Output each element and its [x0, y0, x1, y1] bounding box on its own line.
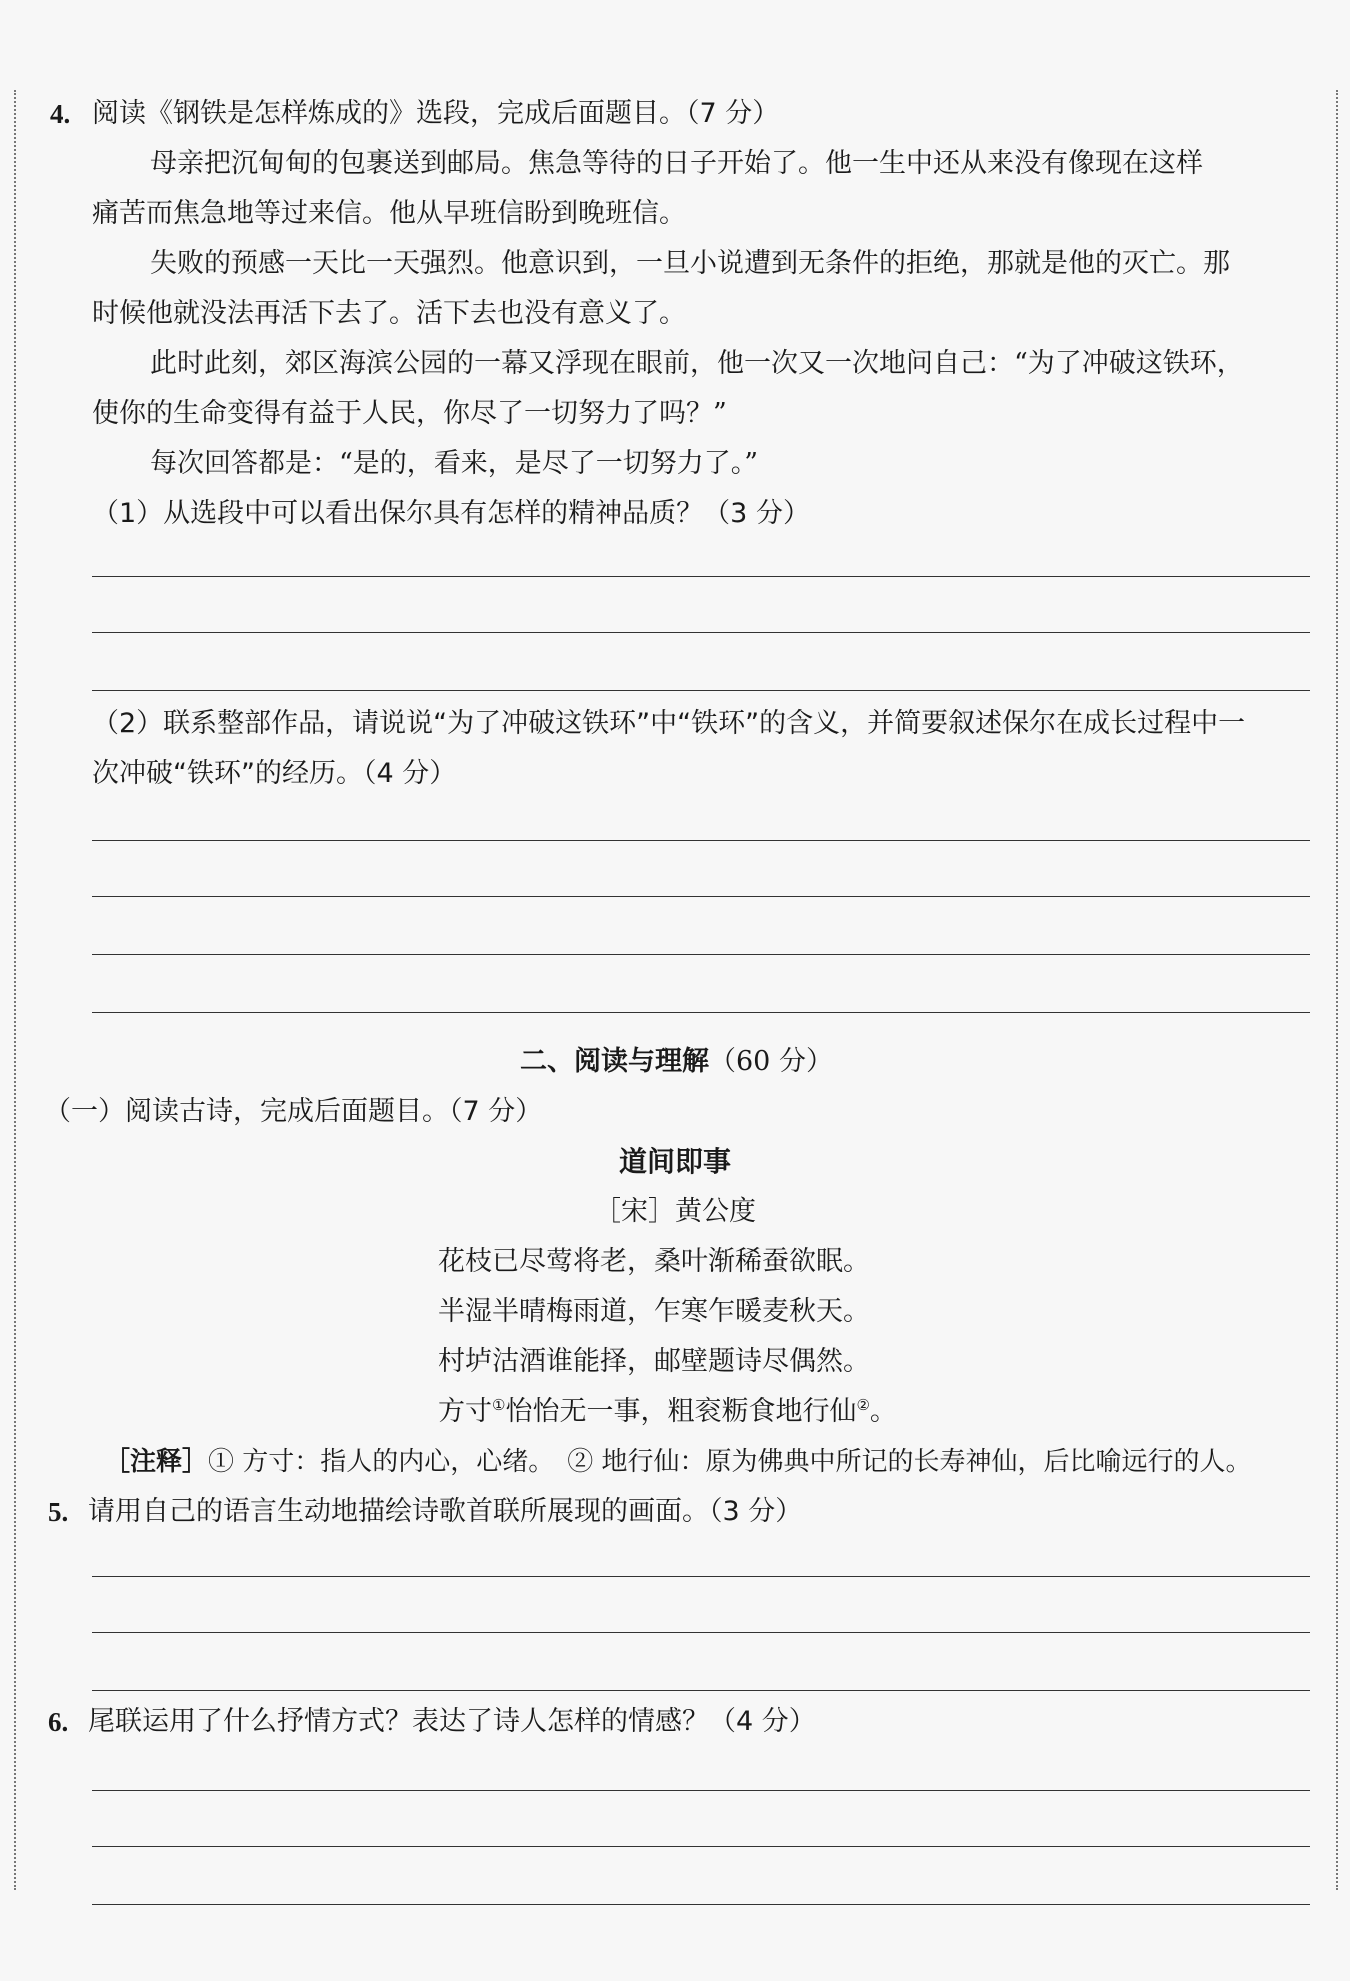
passage-line: 母亲把沉甸甸的包裹送到邮局。焦急等待的日子开始了。他一生中还从来没有像现在这样 — [150, 148, 1203, 179]
question-4-prompt: 阅读《钢铁是怎样炼成的》选段，完成后面题目。（7 分） — [92, 98, 780, 129]
poem-line: 村垆沽酒谁能择，邮壁题诗尽偶然。 — [438, 1346, 870, 1377]
passage-line: 失败的预感一天比一天强烈。他意识到，一旦小说遭到无条件的拒绝，那就是他的灭亡。那 — [150, 248, 1230, 279]
section-2-title: 二、阅读与理解 — [520, 1046, 709, 1077]
question-6-prompt: 尾联运用了什么抒情方式？表达了诗人怎样的情感？（4 分） — [88, 1706, 816, 1737]
answer-line[interactable] — [92, 1012, 1310, 1013]
poem-title: 道间即事 — [618, 1145, 731, 1178]
poem-line: 花枝已尽莺将老，桑叶渐稀蚕欲眠。 — [438, 1246, 870, 1277]
answer-line[interactable] — [92, 690, 1310, 691]
answer-line[interactable] — [92, 1690, 1310, 1691]
subquestion-2-continued: 次冲破“铁环”的经历。（4 分） — [92, 758, 457, 789]
footnote-marker-2: ② — [856, 1396, 870, 1414]
answer-line[interactable] — [92, 1576, 1310, 1577]
footnote-marker-1: ① — [492, 1396, 506, 1414]
question-5-number: 5. — [48, 1497, 69, 1527]
answer-line[interactable] — [92, 954, 1310, 955]
poem-author: ［宋］黄公度 — [594, 1196, 756, 1227]
answer-line[interactable] — [92, 576, 1310, 577]
right-margin-dotted-line — [1336, 90, 1338, 1890]
question-4-number: 4. — [50, 99, 71, 129]
answer-line[interactable] — [92, 896, 1310, 897]
answer-line[interactable] — [92, 1790, 1310, 1791]
subquestion-1: （1）从选段中可以看出保尔具有怎样的精神品质？（3 分） — [92, 498, 810, 529]
passage-line: 痛苦而焦急地等过来信。他从早班信盼到晚班信。 — [92, 198, 686, 229]
subquestion-2: （2）联系整部作品，请说说“为了冲破这铁环”中“铁环”的含义，并简要叙述保尔在成长过程中一 — [92, 708, 1246, 739]
answer-line[interactable] — [92, 840, 1310, 841]
passage-line: 时候他就没法再活下去了。活下去也没有意义了。 — [92, 298, 686, 329]
poem-line-part: 。 — [869, 1396, 897, 1427]
answer-line[interactable] — [92, 1846, 1310, 1847]
poem-line — [438, 1394, 897, 1430]
passage-line: 每次回答都是：“是的，看来，是尽了一切努力了。” — [150, 448, 759, 479]
notes-label: ［注释］ — [104, 1447, 209, 1477]
question-6-number: 6. — [48, 1707, 69, 1737]
poem-line-part: 方寸 — [438, 1396, 492, 1427]
answer-line[interactable] — [92, 1632, 1310, 1633]
notes-text: ① 方寸：指人的内心，心绪。 ② 地行仙：原为佛典中所记的长寿神仙，后比喻远行的人。 — [208, 1447, 1252, 1477]
question-5-prompt: 请用自己的语言生动地描绘诗歌首联所展现的画面。（3 分） — [88, 1496, 803, 1527]
section-2-heading — [520, 1044, 833, 1080]
part-1-prompt: （一）阅读古诗，完成后面题目。（7 分） — [44, 1096, 543, 1127]
left-margin-dotted-line — [14, 90, 16, 1890]
answer-line[interactable] — [92, 632, 1310, 633]
notes — [104, 1444, 1252, 1480]
section-2-score: （60 分） — [709, 1046, 833, 1077]
poem-line: 半湿半晴梅雨道，乍寒乍暖麦秋天。 — [438, 1296, 870, 1327]
passage-line: 此时此刻，郊区海滨公园的一幕又浮现在眼前，他一次又一次地问自己：“为了冲破这铁环， — [150, 348, 1244, 379]
poem-line-part: 怡怡无一事，粗衮粝食地行仙 — [505, 1396, 857, 1427]
passage-line: 使你的生命变得有益于人民，你尽了一切努力了吗？” — [92, 398, 727, 429]
answer-line[interactable] — [92, 1904, 1310, 1905]
